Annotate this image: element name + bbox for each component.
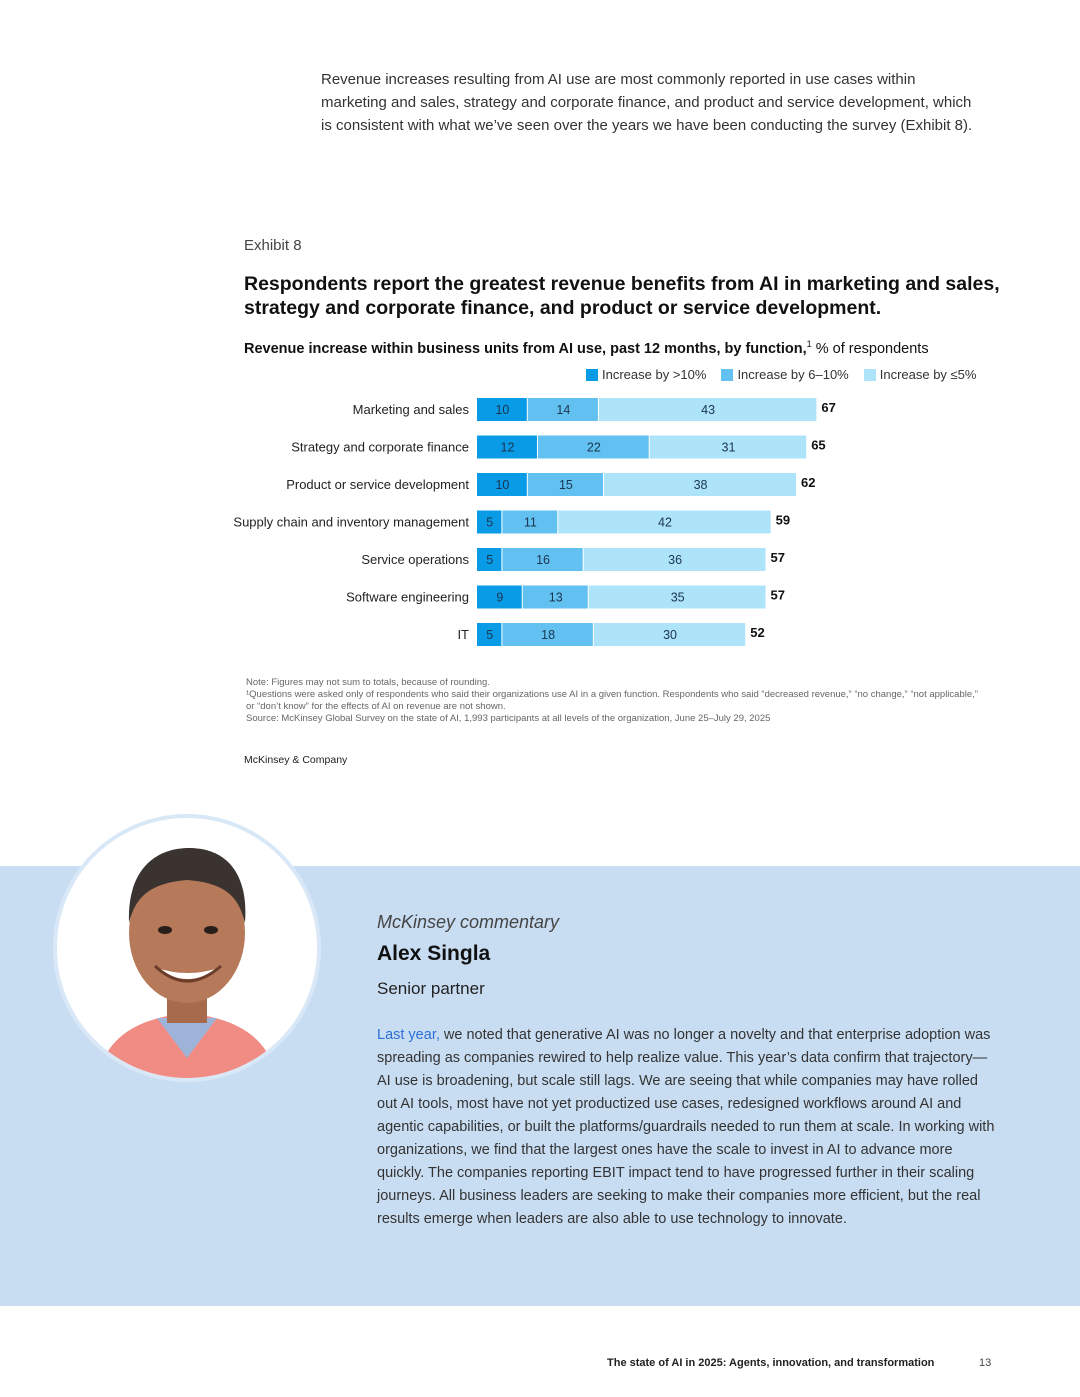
bar-value-label: 31 [721,440,736,455]
bar-total-label: 59 [775,512,791,528]
intro-paragraph: Revenue increases resulting from AI use are most commonly reported in use cases within marketing and sales, strategy and corporate finance, and product and service development, which is consistent with what we’ve seen over the years we have been conducting the survey (Exhibit 8). [321,71,973,134]
bar-value-label: 43 [701,403,716,417]
category-label: Product or service development [286,477,469,492]
chart-subtitle-unit: % of respondents [811,341,929,357]
note-source: Source: McKinsey Global Survey on the state of AI, 1,993 participants at all levels of the organization, June 25–July 29, 2025 [246,713,771,724]
legend-label-le5: Increase by ≤5% [879,367,977,382]
bar-value-label: 9 [496,590,504,605]
bar-value-label: 22 [586,440,601,455]
category-label: Supply chain and inventory management [233,514,469,530]
bar-total-label: 57 [770,550,786,565]
exhibit-label: Exhibit 8 [244,237,302,254]
note-rounding: Note: Figures may not sum to totals, because of rounding. [246,677,490,688]
commentary-author-role: Senior partner [377,979,485,998]
bar-value-label: 5 [486,515,494,530]
bar-value-label: 11 [523,515,537,530]
bar-value-label: 5 [486,628,494,642]
footer-page-number: 13 [979,1357,992,1369]
category-label: IT [457,627,469,642]
bar-total-label: 67 [821,400,836,415]
commentary-kicker: McKinsey commentary [377,912,560,932]
bar-value-label: 5 [486,553,494,567]
bar-value-label: 36 [668,553,683,567]
bar-value-label: 38 [693,478,708,492]
bar-value-label: 42 [658,515,672,530]
bar-value-label: 30 [663,628,677,642]
last-year-link[interactable]: Last year, [377,1027,440,1043]
bar-total-label: 62 [801,475,816,490]
bar-total-label: 52 [750,625,765,640]
bar-value-label: 12 [500,440,515,455]
chart-subtitle-footnote-mark: 1 [806,339,812,349]
bar-value-label: 18 [541,628,556,642]
author-portrait [57,818,317,1078]
category-label: Software engineering [346,589,469,605]
category-label: Marketing and sales [352,402,469,417]
chart-subtitle-main: Revenue increase within business units from AI use, past 12 months, by function, [244,341,807,357]
legend-label-gt10: Increase by >10% [602,367,707,382]
bar-value-label: 10 [495,478,510,492]
exhibit-title: Respondents report the greatest revenue benefits from AI in marketing and sales, strategy and corporate finance, and product or service development. [244,273,1000,319]
bar-value-label: 35 [670,590,685,605]
bar-value-label: 10 [495,403,510,417]
mckinsey-brand: McKinsey & Company [244,754,348,766]
footer-report-title: The state of AI in 2025: Agents, innovation, and transformation [607,1357,935,1369]
commentary-author-name: Alex Singla [377,942,491,965]
bar-value-label: 13 [548,590,563,605]
category-label: Strategy and corporate finance [291,439,469,455]
bar-value-label: 14 [556,403,571,417]
bar-total-label: 65 [811,437,826,453]
bar-value-label: 16 [536,553,550,567]
legend-label-6-10: Increase by 6–10% [737,367,849,382]
commentary-body-text: we noted that generative AI was no longer a novelty and that enterprise adoption was spreading as companies rewired to help realize value. This year’s data confirm that trajectory—AI use is broadening, but scale still lags. We are seeing that while companies may have rolled out AI tools, most have not yet productized use cases, redesigned workflows around AI and agentic capabilities, or built the platforms/guardrails needed to run them at scale. In working with organizations, we find that the largest ones have the scale to invest in AI to advance more quickly. The companies reporting EBIT impact tend to have progressed further in their scaling journeys. All business leaders are seeking to make their companies more efficient, but the real results emerge when leaders are also able to use technology to innovate. [377,1027,995,1227]
bar-total-label: 57 [770,587,786,603]
stacked-bar-chart [0,0,1080,670]
chart-notes [246,677,986,725]
note-footnote-1: ¹Questions were asked only of respondents who said their organizations use AI in a given function. Respondents who said “decreased revenue,” “no change,” “not applicable,” or “don’t know” for the effects of AI on revenue are not shown. [246,689,978,712]
category-label: Service operations [361,552,469,567]
bar-value-label: 15 [558,478,573,492]
commentary-body [377,1024,995,1231]
